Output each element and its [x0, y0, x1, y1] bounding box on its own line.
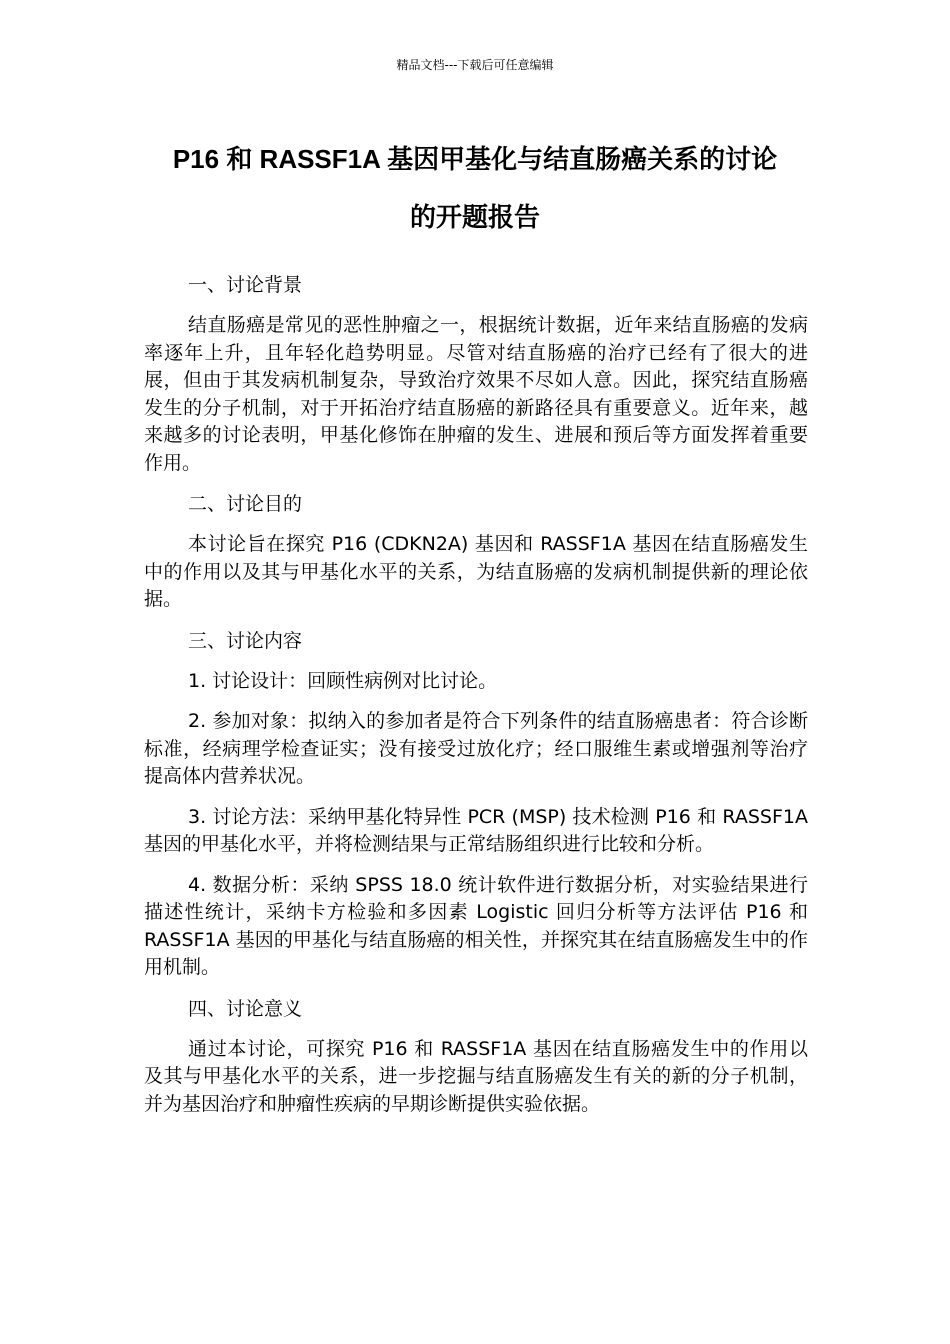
document-title-line-2: 的开题报告: [409, 202, 540, 232]
section-paragraph-background: 结直肠癌是常见的恶性肿瘤之一，根据统计数据，近年来结直肠癌的发病率逐年上升，且年轻化趋势明显。尽管对结直肠癌的治疗已经有了很大的进展，但由于其发病机制复杂，导致治疗效果不尽如人意。因此，探究结直肠癌发生的分子机制，对于开拓治疗结直肠癌的新路径具有重要意义。近年来，越来越多的讨论表明，甲基化修饰在肿瘤的发生、进展和预后等方面发挥着重要作用。: [144, 314, 808, 474]
document-title: [120, 130, 830, 246]
section-paragraph-objective: 本讨论旨在探究 P16 (CDKN2A) 基因和 RASSF1A 基因在结直肠癌发生中的作用以及其与甲基化水平的关系，为结直肠癌的发病机制提供新的理论依据。: [144, 533, 808, 610]
section-heading-content: 三、讨论内容: [188, 629, 303, 652]
content-item-participants: 2. 参加对象：拟纳入的参加者是符合下列条件的结直肠癌患者：符合诊断标准，经病理学检查证实；没有接受过放化疗；经口服维生素或增强剂等治疗提高体内营养状况。: [144, 710, 808, 787]
section-heading-background: 一、讨论背景: [188, 274, 303, 296]
content-item-methods: 3. 讨论方法：采纳甲基化特异性 PCR (MSP) 技术检测 P16 和 RASSF1A 基因的甲基化水平，并将检测结果与正常结肠组织进行比较和分析。: [144, 805, 808, 855]
section-heading-objective: 二、讨论目的: [188, 493, 303, 515]
page-header-watermark: 精品文档---下载后可任意编辑: [396, 58, 554, 72]
document-body: [144, 271, 808, 1131]
section-paragraph-significance: 通过本讨论，可探究 P16 和 RASSF1A 基因在结直肠癌发生中的作用以及其与甲基化水平的关系，进一步挖掘与结直肠癌发生有关的新的分子机制，并为基因治疗和肿瘤性疾病的早期诊断提供实验依据。: [144, 1037, 808, 1115]
content-item-design: 1. 讨论设计：回顾性病例对比讨论。: [188, 669, 498, 692]
document-title-line-1: P16 和 RASSF1A 基因甲基化与结直肠癌关系的讨论: [172, 144, 778, 174]
section-heading-significance: 四、讨论意义: [188, 997, 303, 1020]
content-item-analysis: 4. 数据分析：采纳 SPSS 18.0 统计软件进行数据分析，对实验结果进行描述性统计，采纳卡方检验和多因素 Logistic 回归分析等方法评估 P16 和 RASSF1A 基因的甲基化与结直肠癌的相关性，并探究其在结直肠癌发生中的作用机制。: [144, 873, 808, 978]
